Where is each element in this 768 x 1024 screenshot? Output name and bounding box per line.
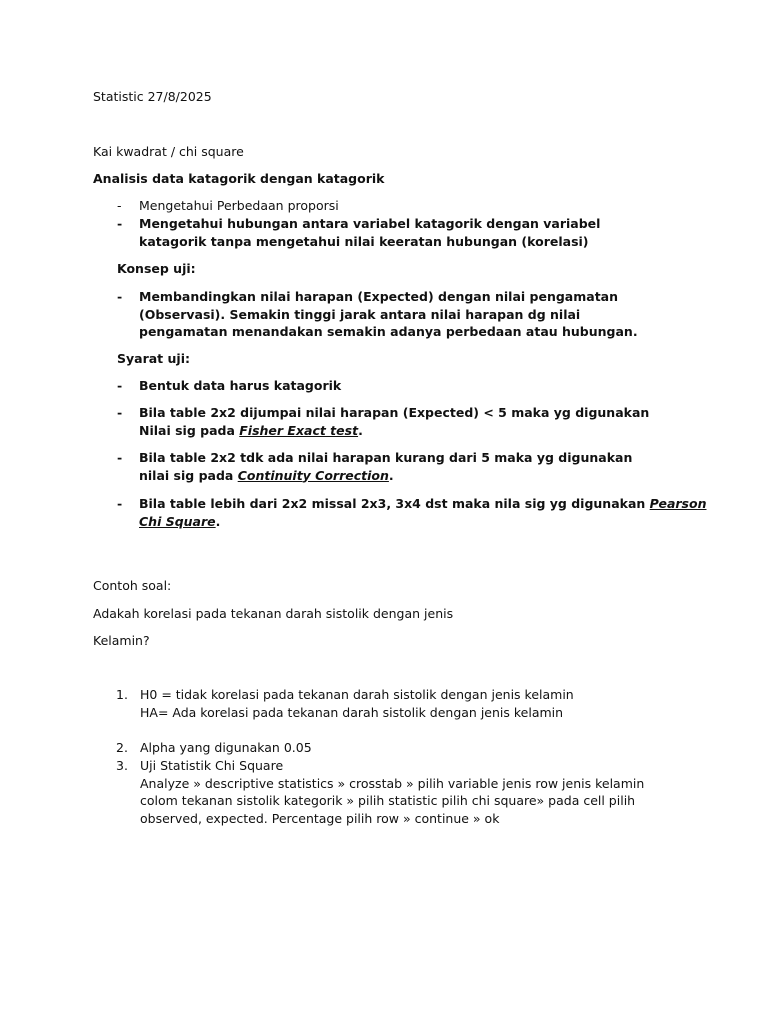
example-question: Adakah korelasi pada tekanan darah sistolik dengan jenis (93, 606, 454, 621)
syarat-text-part: Bila table 2x2 tdk ada nilai harapan kurang dari 5 maka yg digunakan nilai sig pada (139, 450, 633, 483)
step-line: H0 = tidak korelasi pada tekanan darah sistolik dengan jenis kelamin (140, 687, 574, 702)
konsep-text: Membandingkan nilai harapan (Expected) dengan nilai pengamatan (Observasi). Semakin tinggi jarak antara nilai harapan dg nilai pengamatan menandakan semakin adanya perbedaan atau hubungan. (139, 289, 638, 339)
syarat-title: Syarat uji: (117, 351, 190, 366)
bullet-dash: - (117, 216, 123, 231)
purpose-text: Mengetahui Perbedaan proporsi (139, 198, 339, 213)
bullet-dash: - (117, 198, 122, 213)
purpose-item (117, 215, 657, 250)
bullet-dash: - (117, 496, 123, 511)
method-name: Pearson Chi Square (139, 496, 707, 529)
syarat-item (117, 449, 657, 484)
syarat-text-part: Bila table 2x2 dijumpai nilai harapan (Expected) < 5 maka yg digunakan Nilai sig pada (139, 405, 650, 438)
konsep-title: Konsep uji: (117, 261, 196, 276)
bullet-dash: - (117, 405, 123, 420)
bullet-dash: - (117, 289, 123, 304)
topic-line: Kai kwadrat / chi square (93, 144, 244, 159)
syarat-item (117, 495, 707, 530)
step-item (116, 686, 676, 721)
step-number: 2. (116, 740, 128, 755)
bullet-dash: - (117, 378, 123, 393)
purpose-item (117, 197, 677, 215)
syarat-text (139, 449, 657, 484)
example-label: Contoh soal: (93, 578, 172, 593)
section-heading: Analisis data katagorik dengan katagorik (93, 171, 385, 186)
bullet-dash: - (117, 450, 123, 465)
step-line: Alpha yang digunakan 0.05 (140, 740, 312, 755)
syarat-text: Bentuk data harus katagorik (139, 378, 342, 393)
punctuation: . (388, 467, 394, 483)
step-item (116, 739, 676, 757)
syarat-text-part: Bila table lebih dari 2x2 missal 2x3, 3x4 dst maka nila sig yg digunakan (139, 496, 650, 511)
step-number: 1. (116, 687, 128, 702)
method-name: Continuity Correction (237, 467, 389, 483)
step-text (140, 686, 574, 721)
syarat-item (117, 377, 657, 395)
syarat-item (117, 404, 657, 439)
punctuation: . (358, 422, 363, 438)
step-text (140, 757, 676, 827)
method-name: Fisher Exact test (239, 422, 359, 438)
punctuation: . (215, 513, 221, 529)
example-question-cont: Kelamin? (93, 633, 150, 648)
step-number: 3. (116, 758, 128, 773)
syarat-text (139, 404, 657, 439)
document-header: Statistic 27/8/2025 (93, 89, 212, 104)
step-line: Uji Statistik Chi Square (140, 758, 284, 773)
step-line: Analyze » descriptive statistics » crosstab » pilih variable jenis row jenis kelamin colom tekanan sistolik kategorik » pilih statistic pilih chi square» pada cell pilih observed, expected. Percentage pilih row » continue » ok (140, 775, 645, 826)
purpose-text: Mengetahui hubungan antara variabel katagorik dengan variabel katagorik tanpa mengetahui nilai keeratan hubungan (korelasi) (139, 216, 601, 249)
step-item (116, 757, 676, 827)
step-line: HA= Ada korelasi pada tekanan darah sistolik dengan jenis kelamin (140, 704, 564, 720)
konsep-item (117, 288, 657, 341)
syarat-text (139, 495, 707, 530)
